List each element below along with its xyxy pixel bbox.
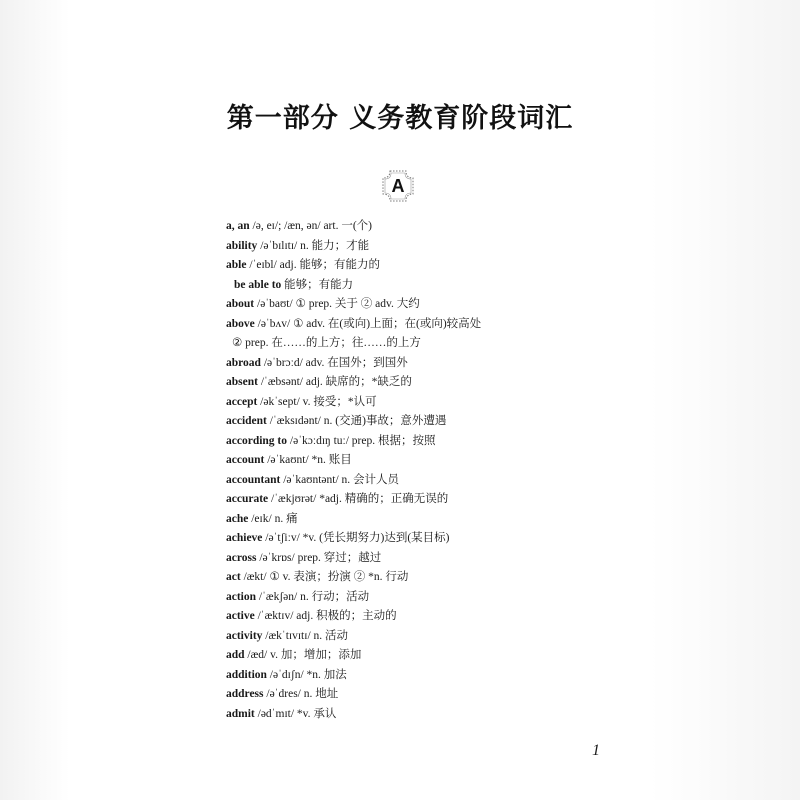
vocab-entry: [226, 529, 646, 549]
entry-headword: admit: [226, 707, 255, 720]
vocab-entry: [226, 588, 646, 608]
entry-headword: accept: [226, 395, 258, 408]
vocab-entry: [226, 607, 646, 627]
vocab-entry: [226, 315, 646, 335]
vocab-entry: [226, 666, 646, 686]
entry-headword: activity: [226, 629, 263, 642]
entry-pronunciation: /ˈæktɪv/: [254, 610, 297, 622]
entry-pronunciation: /əˈbaʊt/: [254, 298, 296, 310]
entry-pronunciation: /ækˈtɪvɪtɪ/: [262, 629, 314, 642]
entry-definition: ① v. 表演；扮演 ② *n. 行动: [269, 571, 409, 583]
entry-definition: ② prep. 在……的上方；往……的上方: [232, 337, 421, 349]
entry-pronunciation: /əˈbɪlɪtɪ/: [257, 239, 301, 252]
entry-pronunciation: /əˈkrɒs/: [256, 551, 298, 564]
entry-definition: n. 会计人员: [341, 473, 400, 486]
entry-definition: *adj. 精确的；正确无误的: [319, 493, 449, 505]
entry-definition: ① prep. 关于 ② adv. 大约: [295, 298, 420, 310]
entry-headword: according to: [226, 434, 288, 447]
entry-pronunciation: /ˈeɪbl/: [246, 259, 280, 271]
section-letter-badge: [381, 169, 415, 203]
entry-definition: n. 活动: [313, 629, 349, 642]
entry-pronunciation: /əkˈsept/: [257, 395, 303, 408]
entry-pronunciation: /ˈæbsənt/: [257, 376, 306, 388]
vocab-entry: [226, 295, 646, 315]
entry-definition: adv. 在国外；到国外: [305, 356, 408, 369]
vocab-entry: [226, 432, 646, 452]
vocab-entry: [226, 217, 646, 237]
vocab-entry: [226, 256, 646, 276]
entry-headword: ability: [226, 239, 258, 252]
entry-headword: active: [226, 610, 255, 622]
entry-headword: accurate: [226, 493, 269, 505]
entry-pronunciation: /ˈækjʊrət/: [268, 493, 320, 505]
entry-pronunciation: /əˈkaʊnt/: [264, 454, 312, 466]
vocab-entry: [226, 412, 646, 432]
vocab-entry: [226, 510, 646, 530]
entry-definition: *v. (凭长期努力)达到(某目标): [302, 532, 450, 544]
vocab-entry: [226, 705, 646, 725]
entry-pronunciation: /əˈbʌv/: [254, 317, 294, 330]
entry-headword: act: [226, 571, 241, 583]
entry-definition: adj. 积极的；主动的: [296, 610, 397, 622]
entry-definition: n. 能力；才能: [300, 239, 370, 252]
entry-pronunciation: /æd/: [244, 649, 271, 661]
vocab-entry: [226, 471, 646, 491]
entry-pronunciation: /əˈdɪʃn/: [266, 668, 307, 681]
entry-headword: accountant: [226, 473, 281, 486]
entry-pronunciation: /əˈbrɔːd/: [260, 356, 306, 369]
entry-pronunciation: /ˈæksɪdənt/: [266, 415, 324, 427]
vocab-entry: [226, 393, 646, 413]
vocab-entry: [226, 685, 646, 705]
entry-pronunciation: /ə, eɪ/; /æn, ən/: [249, 220, 324, 232]
entry-definition: *n. 加法: [306, 668, 347, 681]
entry-pronunciation: /əˈkaʊntənt/: [280, 473, 342, 486]
entry-definition: art. 一(个): [323, 220, 372, 232]
vocab-entry: [226, 373, 646, 393]
section-letter: A: [391, 176, 405, 196]
entry-pronunciation: /ədˈmɪt/: [254, 707, 297, 720]
entry-headword: add: [226, 649, 245, 661]
page-title: 第一部分 义务教育阶段词汇: [226, 103, 574, 134]
entry-definition: n. 行动；活动: [300, 590, 370, 603]
entry-headword: able: [226, 259, 247, 271]
entry-definition: adj. 缺席的；*缺乏的: [305, 376, 412, 388]
entry-headword: abroad: [226, 356, 261, 369]
entry-definition: *v. 承认: [296, 707, 337, 720]
entry-pronunciation: /eɪk/: [248, 512, 275, 525]
vocab-entry: [226, 237, 646, 257]
entry-definition: n. 痛: [274, 512, 298, 525]
vocab-entry: [226, 334, 646, 354]
entry-pronunciation: /əˈtʃiːv/: [262, 532, 303, 544]
entry-definition: prep. 穿过；越过: [297, 551, 382, 564]
entry-headword: above: [226, 317, 255, 330]
vocab-entry: [226, 568, 646, 588]
entry-definition: n. 地址: [303, 688, 339, 700]
entry-definition: n. (交通)事故；意外遭遇: [323, 415, 447, 427]
entry-headword: absent: [226, 376, 258, 388]
entry-headword: accident: [226, 415, 267, 427]
entry-headword: achieve: [226, 532, 263, 544]
entry-headword: be able to: [234, 278, 282, 291]
entry-headword: across: [226, 551, 257, 564]
entry-headword: account: [226, 454, 265, 466]
entry-pronunciation: /ækt/: [240, 571, 270, 583]
entry-definition: v. 接受；*认可: [302, 395, 377, 408]
vocab-entry: [226, 354, 646, 374]
entry-definition: prep. 根据；按照: [351, 434, 436, 447]
entry-definition: *n. 账目: [311, 454, 352, 466]
entry-headword: a, an: [226, 220, 250, 232]
entry-headword: address: [226, 688, 264, 700]
entry-definition: ① adv. 在(或向)上面；在(或向)较高处: [293, 317, 482, 330]
vocab-entry: [226, 490, 646, 510]
entry-definition: adj. 能够；有能力的: [279, 259, 380, 271]
page-number: 1: [592, 742, 600, 759]
entry-pronunciation: /ˈækʃən/: [256, 590, 301, 603]
entry-pronunciation: /əˈdres/: [263, 688, 304, 700]
entry-headword: ache: [226, 512, 249, 525]
entry-headword: action: [226, 590, 257, 603]
vocab-entry: [226, 451, 646, 471]
entry-pronunciation: /əˈkɔːdɪŋ tuː/: [287, 434, 352, 447]
vocabulary-list: [226, 217, 646, 724]
vocab-entry: [226, 549, 646, 569]
entry-definition: 能够；有能力: [284, 278, 354, 291]
vocab-entry: [226, 276, 646, 296]
entry-definition: v. 加；增加；添加: [270, 649, 362, 661]
vocab-entry: [226, 646, 646, 666]
entry-headword: addition: [226, 668, 267, 681]
entry-headword: about: [226, 298, 255, 310]
vocab-entry: [226, 627, 646, 647]
